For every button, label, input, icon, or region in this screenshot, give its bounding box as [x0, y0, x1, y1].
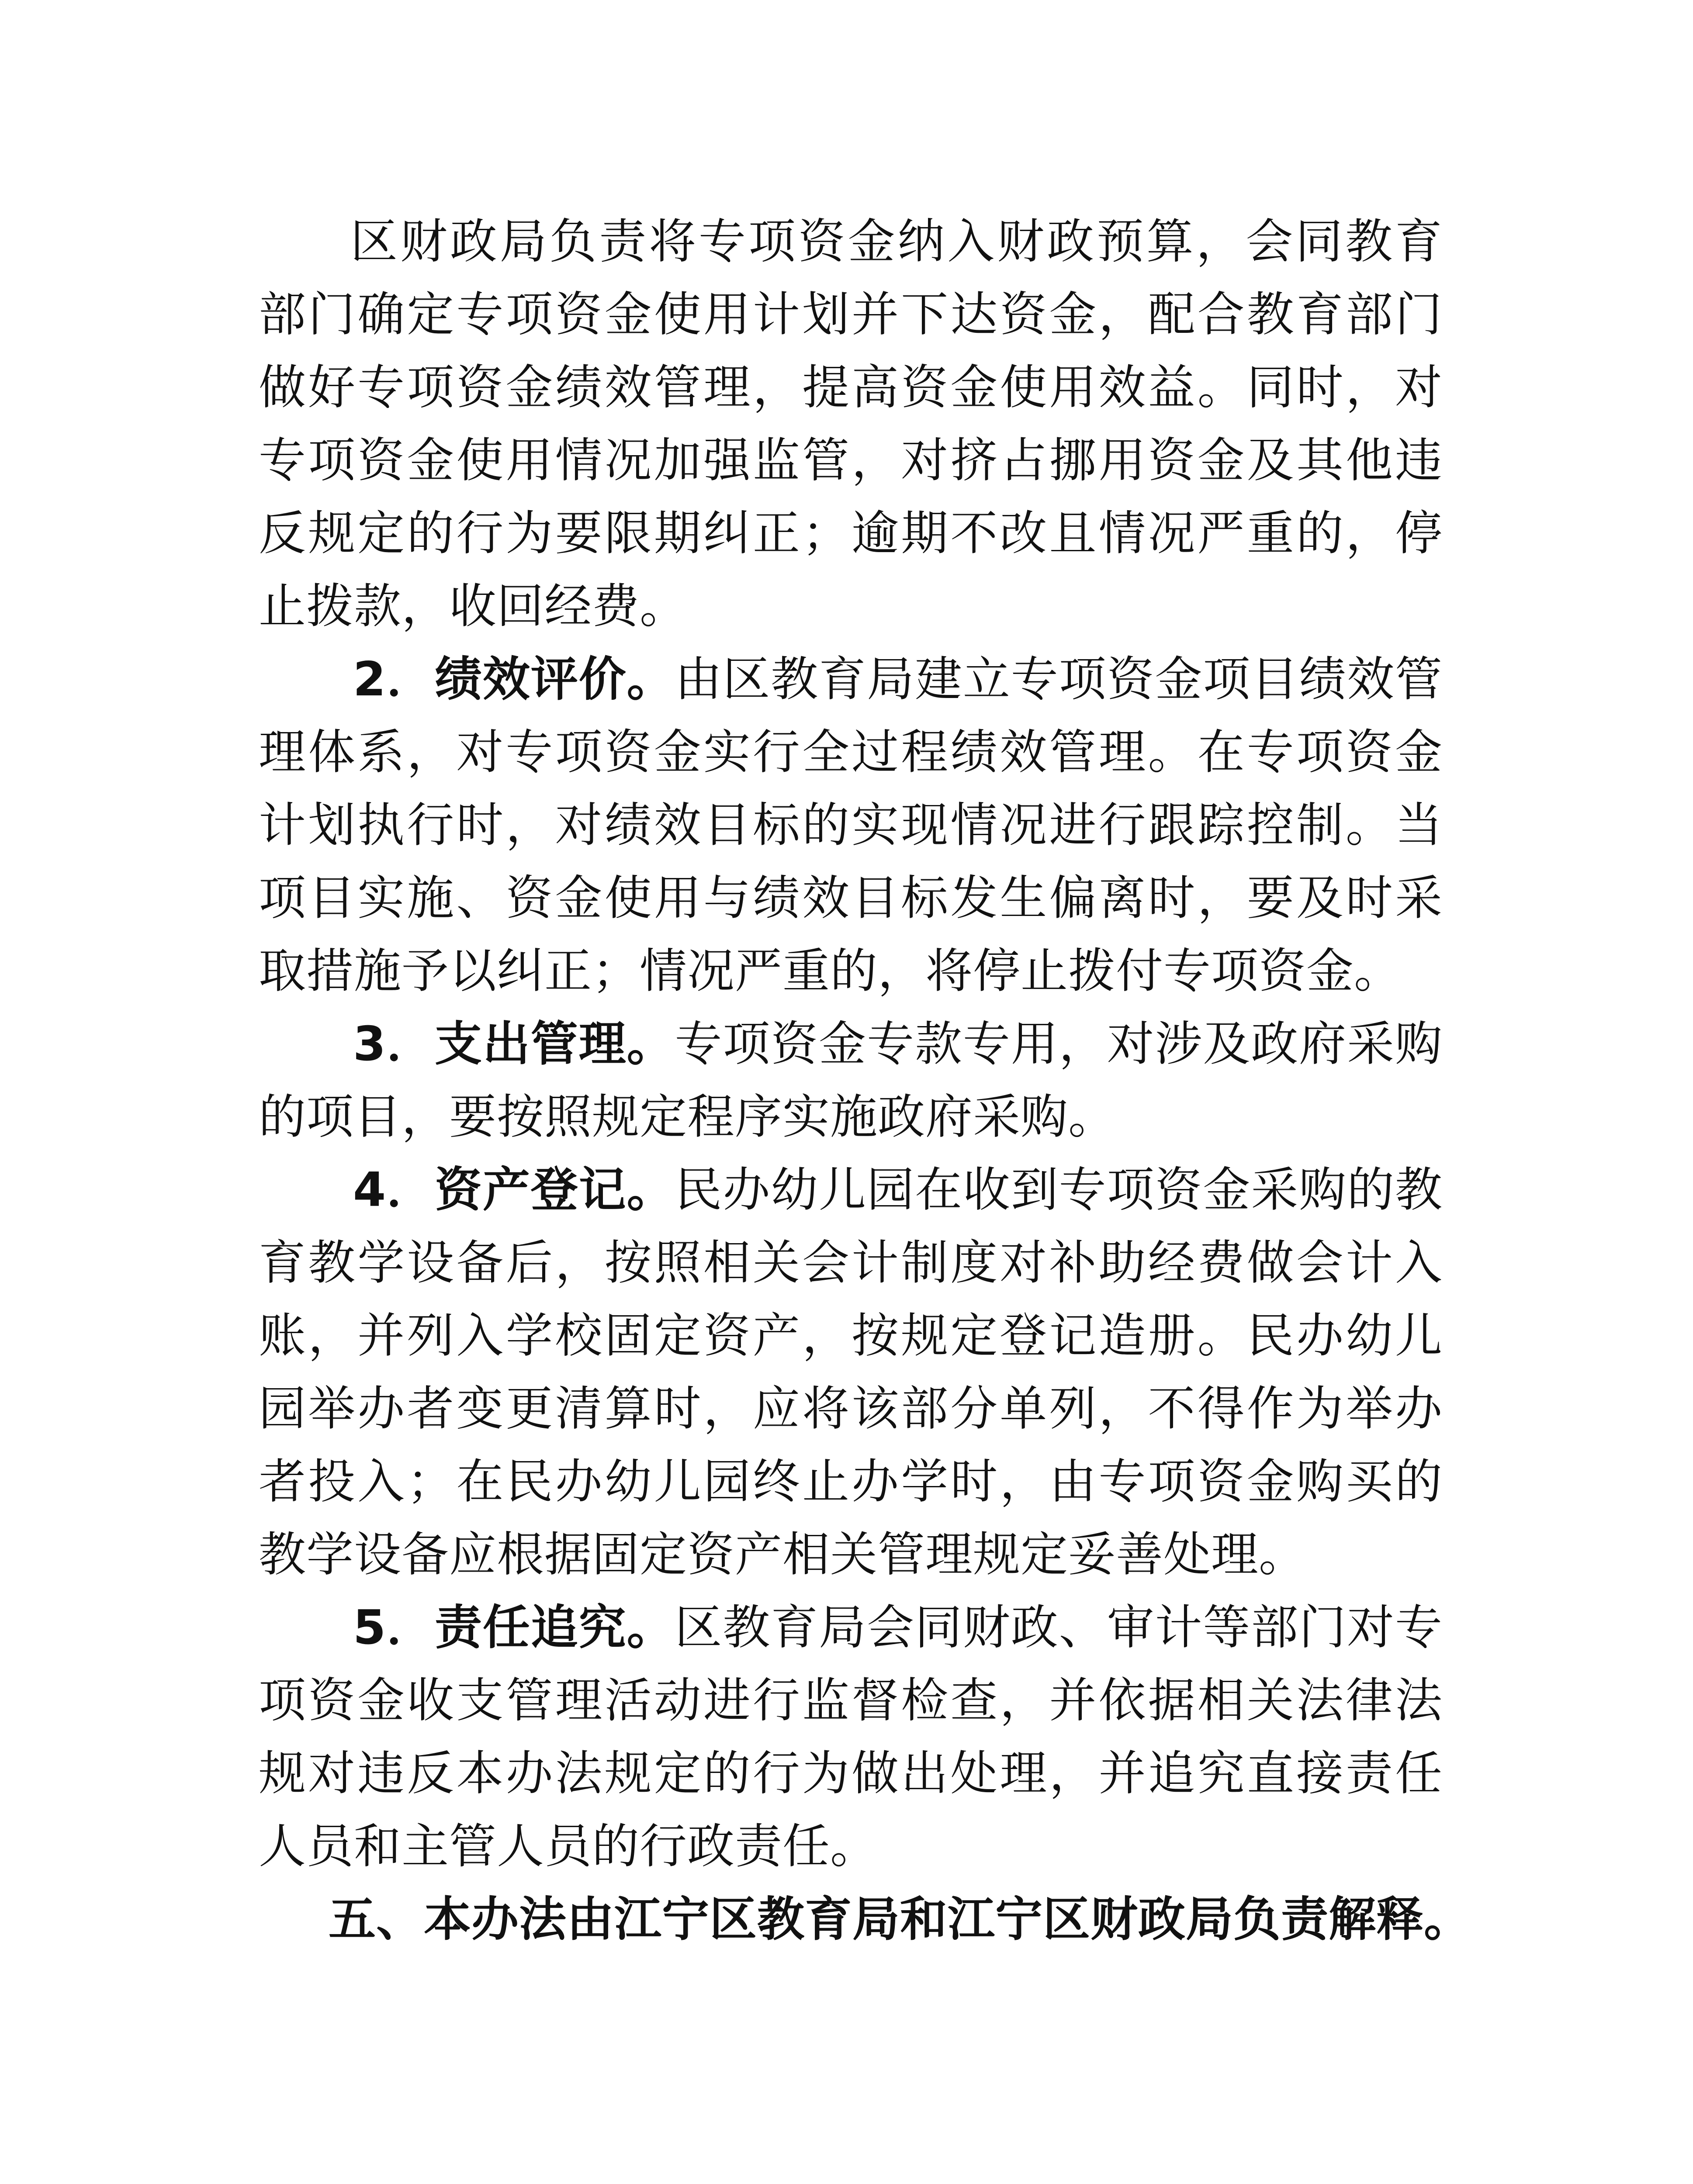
document-body	[259, 205, 1472, 1956]
paragraph-text: 区财政局负责将专项资金纳入财政预算，会同教育部门确定专项资金使用计划并下达资金，配合教育部门做好专项资金绩效管理，提高资金使用效益。同时，对专项资金使用情况加强监管，对挤占挪用资金及其他违反规定的行为要限期纠正；逾期不改且情况严重的，停止拨款，收回经费。	[259, 214, 1443, 634]
paragraph-finance-bureau	[259, 205, 1443, 643]
paragraph-accountability	[259, 1591, 1443, 1883]
paragraph-performance-evaluation	[259, 643, 1443, 1008]
paragraph-text: 由区教育局建立专项资金项目绩效管理体系，对专项资金实行全过程绩效管理。在专项资金计划执行时，对绩效目标的实现情况进行跟踪控制。当项目实施、资金使用与绩效目标发生偏离时，要及时采取措施予以纠正；情况严重的，将停止拨付专项资金。	[259, 652, 1443, 999]
paragraph-lead: 5．责任追究。	[353, 1600, 675, 1655]
paragraph-text: 专项资金专款专用，对涉及政府采购的项目，要按照规定程序实施政府采购。	[259, 1017, 1443, 1144]
paragraph-asset-registration	[259, 1154, 1443, 1591]
paragraph-expenditure-management	[259, 1008, 1443, 1154]
closing-clause: 五、本办法由江宁区教育局和江宁区财政局负责解释。	[329, 1892, 1472, 1947]
paragraph-text: 区教育局会同财政、审计等部门对专项资金收支管理活动进行监督检查，并依据相关法律法规对违反本办法规定的行为做出处理，并追究直接责任人员和主管人员的行政责任。	[259, 1600, 1443, 1874]
paragraph-lead: 2．绩效评价。	[353, 652, 675, 707]
paragraph-lead: 3．支出管理。	[353, 1017, 675, 1071]
paragraph-lead: 4．资产登记。	[353, 1163, 675, 1217]
paragraph-text: 民办幼儿园在收到专项资金采购的教育教学设备后，按照相关会计制度对补助经费做会计入账，并列入学校固定资产，按规定登记造册。民办幼儿园举办者变更清算时，应将该部分单列，不得作为举办者投入；在民办幼儿园终止办学时，由专项资金购买的教学设备应根据固定资产相关管理规定妥善处理。	[259, 1163, 1443, 1582]
